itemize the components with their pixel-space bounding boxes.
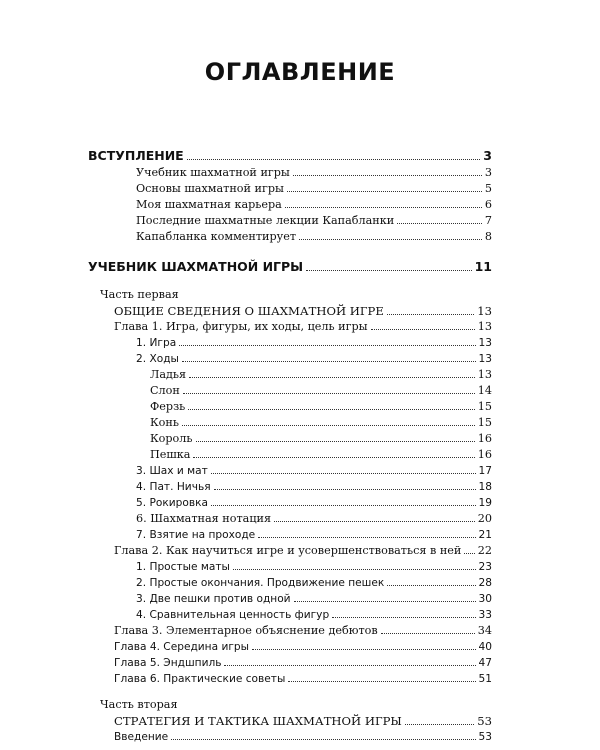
toc-entry-page-number: 16 [477, 432, 492, 445]
toc-entry-page-number: 30 [478, 593, 492, 605]
dot-leader [288, 681, 475, 682]
page-title: ОГЛАВЛЕНИЕ [204, 58, 396, 86]
toc-entry[interactable] [136, 214, 492, 228]
toc-entry-page-number: 19 [478, 497, 492, 509]
toc-entry[interactable] [88, 149, 492, 163]
dot-leader [293, 175, 482, 176]
toc-entry-page-number: 13 [477, 368, 492, 381]
toc-entry[interactable] [88, 260, 492, 274]
toc-entry-label: УЧЕБНИК ШАХМАТНОЙ ИГРЫ [88, 259, 304, 274]
toc-entry-label: Глава 2. Как научиться игре и усовершенствоваться в ней [114, 544, 462, 557]
dot-leader [397, 223, 482, 224]
toc-entry-page-number: 6 [484, 198, 492, 211]
toc-entry[interactable] [136, 352, 492, 366]
toc-entry-page-number: 18 [478, 481, 492, 493]
toc-entry-page-number: 13 [477, 320, 492, 333]
dot-leader [405, 724, 474, 725]
toc-entry-label: Глава 3. Элементарное объяснение дебютов [114, 624, 378, 637]
dot-leader [332, 617, 475, 618]
dot-leader [464, 553, 474, 554]
toc-entry[interactable] [136, 464, 492, 478]
dot-leader [171, 739, 475, 740]
toc-entry-page-number: 40 [478, 641, 492, 653]
toc-entry-label: Король [150, 432, 193, 445]
toc-entry[interactable] [150, 368, 492, 382]
toc-entry-label: Глава 4. Середина игры [114, 641, 249, 653]
dot-leader [274, 521, 475, 522]
toc-entry-label: Ферзь [150, 400, 186, 413]
toc-entry-page-number: 13 [477, 304, 492, 318]
dot-leader [183, 393, 475, 394]
toc-entry[interactable] [114, 304, 492, 318]
toc-entry-page-number: 20 [477, 512, 492, 525]
toc-entry-page-number: 53 [478, 731, 492, 743]
dot-leader [211, 473, 476, 474]
dot-leader [252, 649, 476, 650]
toc-entry-label: Капабланка комментирует [136, 230, 297, 243]
toc-entry[interactable] [114, 320, 492, 334]
toc-entry-page-number: 16 [477, 448, 492, 461]
toc-entry-label: Глава 5. Эндшпиль [114, 657, 222, 669]
toc-entry[interactable] [136, 496, 492, 510]
toc-entry-page-number: 33 [478, 609, 492, 621]
dot-leader [187, 159, 481, 160]
toc-entry-page-number: 23 [478, 561, 492, 573]
toc-entry-label: 2. Ходы [136, 353, 179, 365]
dot-leader [258, 537, 475, 538]
toc-entry[interactable] [114, 544, 492, 558]
toc-entry-page-number: 28 [478, 577, 492, 589]
dot-leader [371, 329, 475, 330]
toc-entry[interactable] [150, 448, 492, 462]
toc-entry[interactable] [136, 182, 492, 196]
toc-entry[interactable] [136, 480, 492, 494]
toc-entry[interactable] [114, 730, 492, 744]
toc-entry[interactable] [114, 624, 492, 638]
toc-entry-page-number: 15 [477, 416, 492, 429]
dot-leader [211, 505, 476, 506]
dot-leader [287, 191, 482, 192]
toc-entry-page-number: 17 [478, 465, 492, 477]
toc-entry-label: Глава 6. Практические советы [114, 673, 286, 685]
dot-leader [179, 345, 475, 346]
dot-leader [285, 207, 482, 208]
toc-entry-label: 5. Рокировка [136, 497, 208, 509]
dot-leader [214, 489, 476, 490]
toc-entry[interactable] [136, 560, 492, 574]
toc-entry-label: Моя шахматная карьера [136, 198, 282, 211]
toc-entry-label: Слон [150, 384, 180, 397]
dot-leader [299, 239, 482, 240]
toc-entry[interactable] [136, 166, 492, 180]
toc-entry-page-number: 3 [484, 166, 492, 179]
toc-entry[interactable] [136, 336, 492, 350]
toc-entry-label: 7. Взятие на проходе [136, 529, 256, 541]
toc-entry[interactable] [150, 416, 492, 430]
part-label: Часть вторая [100, 698, 178, 711]
toc-entry-page-number: 22 [477, 544, 492, 557]
toc-entry-page-number: 34 [477, 624, 492, 637]
toc-entry-page-number: 7 [484, 214, 492, 227]
toc-entry-page-number: 3 [483, 148, 492, 163]
dot-leader [387, 314, 474, 315]
toc-entry[interactable] [114, 714, 492, 728]
toc-entry-label: ВСТУПЛЕНИЕ [88, 148, 184, 163]
toc-entry-label: 2. Простые окончания. Продвижение пешек [136, 577, 385, 589]
toc-entry-page-number: 47 [478, 657, 492, 669]
toc-entry-page-number: 13 [478, 337, 492, 349]
toc-entry-label: Конь [150, 416, 179, 429]
toc-entry-page-number: 8 [484, 230, 492, 243]
toc-entry-label: 6. Шахматная нотация [136, 512, 272, 525]
toc-entry-page-number: 13 [478, 353, 492, 365]
dot-leader [196, 441, 475, 442]
part-label: Часть первая [100, 288, 179, 301]
toc-entry-label: СТРАТЕГИЯ И ТАКТИКА ШАХМАТНОЙ ИГРЫ [114, 714, 402, 728]
toc-entry[interactable] [136, 198, 492, 212]
dot-leader [233, 569, 476, 570]
dot-leader [294, 601, 476, 602]
toc-entry-label: 1. Игра [136, 337, 177, 349]
toc-entry-page-number: 5 [484, 182, 492, 195]
toc-entry[interactable] [136, 512, 492, 526]
toc-entry-page-number: 11 [474, 259, 492, 274]
toc-entry[interactable] [114, 640, 492, 654]
toc-entry-page-number: 51 [478, 673, 492, 685]
toc-entry-label: Ладья [150, 368, 187, 381]
toc-entry-label: 1. Простые маты [136, 561, 230, 573]
toc-entry-page-number: 14 [477, 384, 492, 397]
toc-entry-label: 4. Пат. Ничья [136, 481, 211, 493]
toc-entry[interactable] [136, 576, 492, 590]
toc-entry[interactable] [150, 432, 492, 446]
toc-entry-label: ОБЩИЕ СВЕДЕНИЯ О ШАХМАТНОЙ ИГРЕ [114, 304, 384, 318]
toc-entry-label: 3. Шах и мат [136, 465, 208, 477]
toc-entry[interactable] [114, 656, 492, 670]
toc-entry[interactable] [136, 528, 492, 542]
dot-leader [224, 665, 475, 666]
toc-entry-page-number: 21 [478, 529, 492, 541]
dot-leader [182, 361, 476, 362]
toc-entry[interactable] [136, 230, 492, 244]
toc-entry-label: Основы шахматной игры [136, 182, 284, 195]
dot-leader [188, 409, 474, 410]
toc-entry-label: Введение [114, 731, 169, 743]
dot-leader [381, 633, 475, 634]
toc-entry[interactable] [136, 592, 492, 606]
dot-leader [387, 585, 475, 586]
toc-entry-label: Учебник шахматной игры [136, 166, 290, 179]
dot-leader [306, 270, 471, 271]
toc-entry-page-number: 15 [477, 400, 492, 413]
toc-entry-label: Пешка [150, 448, 191, 461]
dot-leader [193, 457, 474, 458]
toc-entry-label: Последние шахматные лекции Капабланки [136, 214, 395, 227]
toc-entry[interactable] [150, 400, 492, 414]
toc-entry-label: Глава 1. Игра, фигуры, их ходы, цель игры [114, 320, 368, 333]
toc-entry-label: 3. Две пешки против одной [136, 593, 291, 605]
toc-entry[interactable] [150, 384, 492, 398]
dot-leader [182, 425, 475, 426]
toc-entry[interactable] [114, 672, 492, 686]
toc-entry-label: 4. Сравнительная ценность фигур [136, 609, 330, 621]
toc-entry-page-number: 53 [477, 714, 492, 728]
toc-entry[interactable] [136, 608, 492, 622]
dot-leader [189, 377, 475, 378]
